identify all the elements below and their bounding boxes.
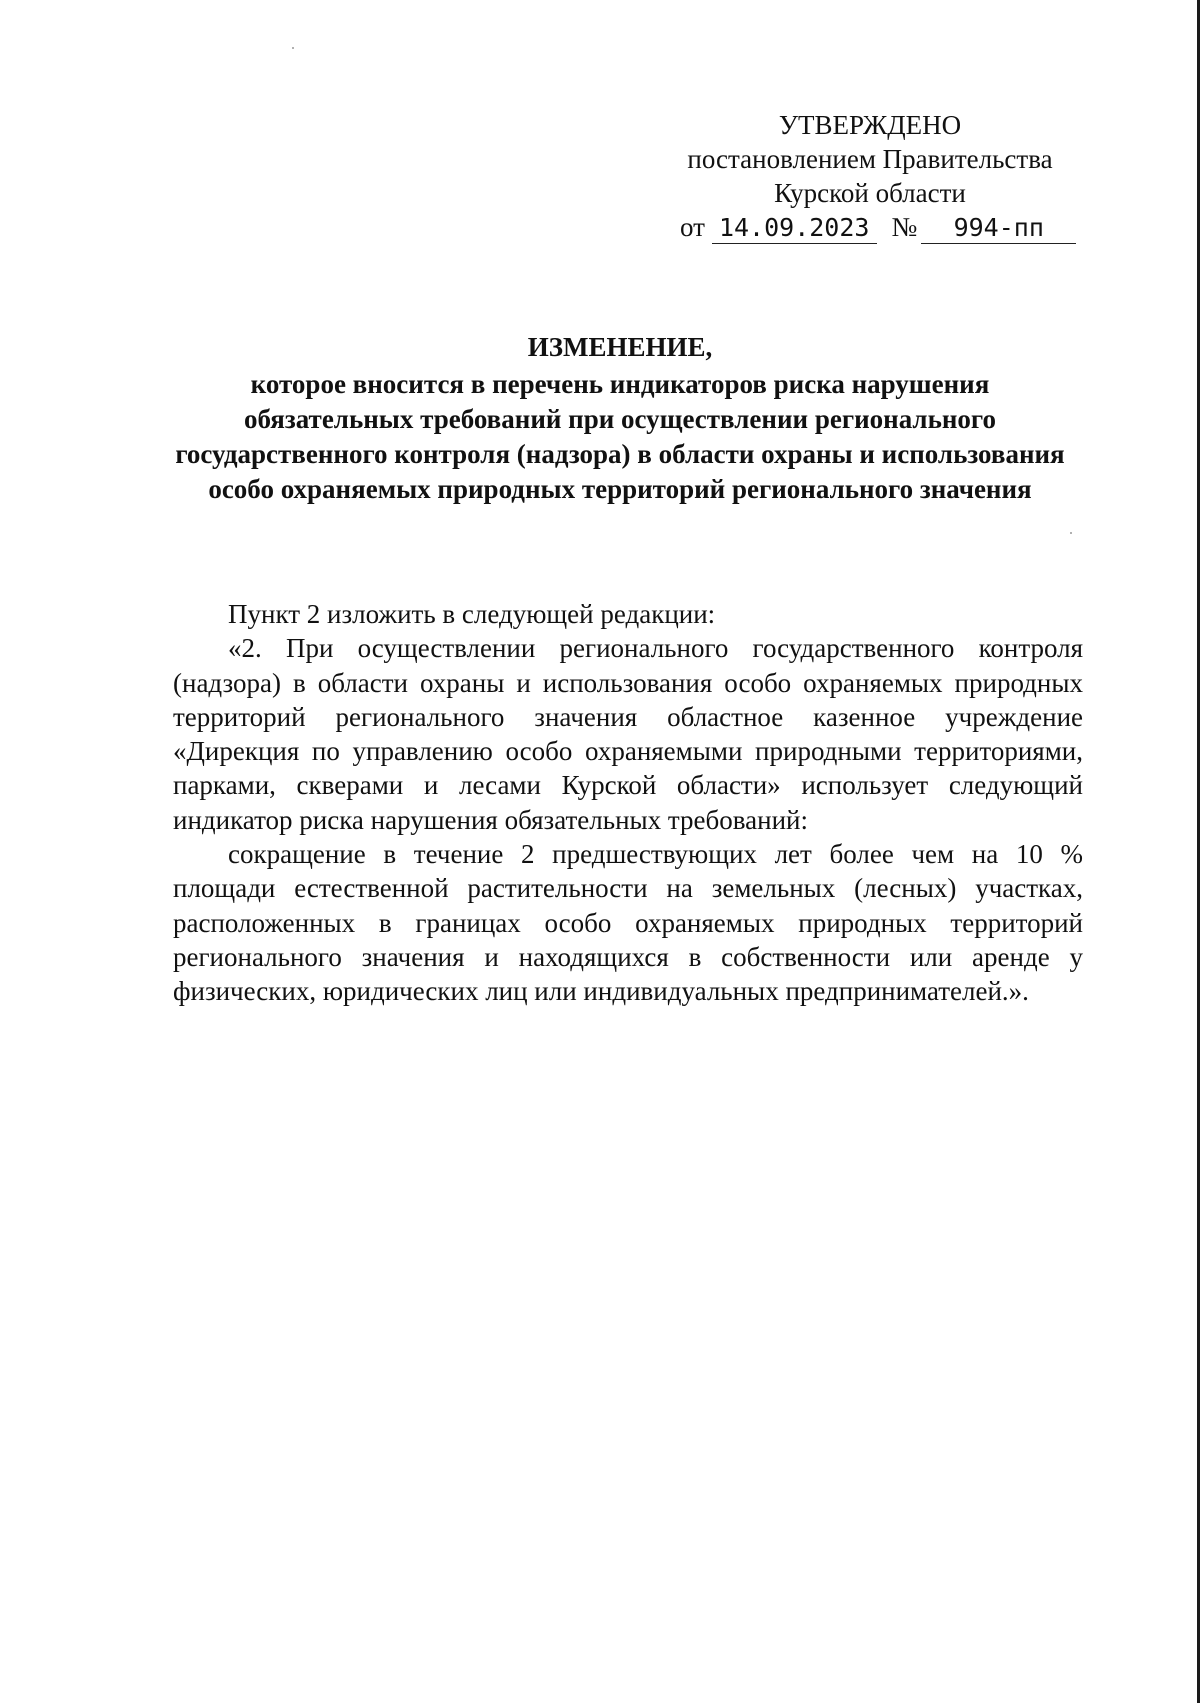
- approval-number: 994-пп: [921, 213, 1076, 244]
- approval-status: УТВЕРЖДЕНО: [778, 110, 962, 140]
- body-paragraph-intro: Пункт 2 изложить в следующей редакции:: [228, 599, 716, 629]
- approval-date-line: [660, 210, 1080, 244]
- title-subtitle: которое вносится в перечень индикаторов риска нарушения обязательных требований при осуществлении регионального государственного контроля (надзора) в области охраны и использования особо охраняемых природных территорий регионального значения: [175, 369, 1065, 504]
- approval-date: 14.09.2023: [712, 213, 877, 244]
- scan-speck: [1070, 532, 1072, 534]
- approval-region: Курской области: [774, 178, 966, 208]
- title-heading: ИЗМЕНЕНИЕ,: [527, 332, 713, 362]
- body-paragraph-point2: «2. При осуществлении регионального государственного контроля (надзора) в области охраны и использования особо охраняемых природных территорий регионального значения областное казенное учреждение «Дирекция по управлению особо охраняемыми природными территориями, парками, скверами и лесами Курской области» использует следующий индикатор риска нарушения обязательных требований:: [173, 633, 1083, 835]
- document-title: [170, 330, 1070, 507]
- scan-speck: [292, 47, 294, 49]
- body-paragraph-indicator: сокращение в течение 2 предшествующих лет более чем на 10 % площади естественной растительности на земельных (лесных) участках, расположенных в границах особо охраняемых природных территорий регионального значения и находящихся в собственности или аренде у физических, юридических лиц или индивидуальных предпринимателей.».: [173, 839, 1083, 1007]
- approval-block: [660, 108, 1080, 244]
- number-sign: №: [891, 212, 918, 242]
- date-prefix: от: [680, 212, 705, 242]
- document-body: [173, 597, 1083, 1009]
- approval-authority: постановлением Правительства: [687, 144, 1053, 174]
